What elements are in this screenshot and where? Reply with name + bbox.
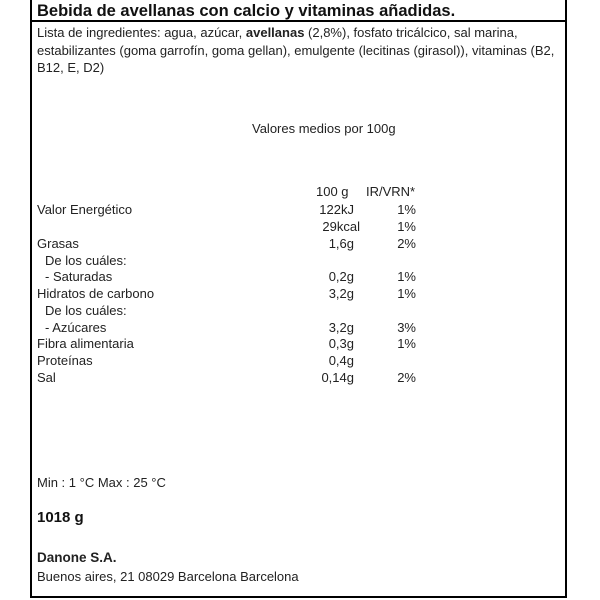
nutrition-row-value: 0,4g	[328, 353, 354, 368]
nutrition-row-label: Proteínas	[37, 353, 93, 368]
nutrition-row-value: 3,2g	[328, 286, 354, 301]
nutrition-row-label: Fibra alimentaria	[37, 336, 134, 351]
ingredients-highlight: avellanas	[245, 25, 305, 40]
nutrition-row-ir: 3%	[397, 320, 416, 335]
nutrition-row-ir: 1%	[397, 286, 416, 301]
nutrition-row-ir: 1%	[397, 269, 416, 284]
column-header-ir-vrn: IR/VRN*	[366, 184, 416, 199]
nutrition-row-label: Sal	[37, 370, 56, 385]
nutrition-row-ir: 1%	[397, 202, 416, 217]
ingredients-prefix: Lista de ingredientes: agua, azúcar,	[37, 25, 246, 40]
product-title: Bebida de avellanas con calcio y vitaminas añadidas.	[37, 2, 456, 20]
nutrition-row-value: 0,2g	[328, 269, 354, 284]
nutrition-row-label: - Saturadas	[45, 269, 113, 284]
nutrition-row-value: 122kJ	[319, 202, 354, 217]
nutrition-row-value: 1,6g	[328, 236, 354, 251]
nutrition-row-value: 0,14g	[321, 370, 354, 385]
column-header-100g: 100 g	[316, 184, 349, 199]
nutrition-row-value: 0,3g	[328, 336, 354, 351]
nutrition-row-label: Hidratos de carbono	[37, 286, 155, 301]
company-name: Danone S.A.	[37, 550, 117, 565]
nutrition-row-ir: 2%	[397, 236, 416, 251]
nutrition-row-label: De los cuáles:	[45, 303, 127, 318]
ingredients-suffix: (2,8%), fosfato tricálcico, sal marina, estabilizantes (goma garrofín, goma gellan), emulgente (lecitinas (girasol)), vitaminas (B2, B12, E, D2)	[37, 25, 555, 75]
nutrition-row-ir: 2%	[397, 370, 416, 385]
storage-temperature: Min : 1 °C Max : 25 °C	[37, 475, 166, 490]
nutrition-subtitle: Valores medios por 100g	[252, 121, 396, 136]
nutrition-row-label: - Azúcares	[45, 320, 107, 335]
nutrition-row-ir: 1%	[397, 219, 416, 234]
title-divider	[30, 20, 567, 22]
company-address: Buenos aires, 21 08029 Barcelona Barcelona	[37, 569, 299, 584]
net-weight: 1018 g	[37, 509, 84, 526]
nutrition-row-label: Grasas	[37, 236, 79, 251]
nutrition-row-label: De los cuáles:	[45, 253, 127, 268]
nutrition-row-label: Valor Energético	[37, 202, 133, 217]
nutrition-row-ir: 1%	[397, 336, 416, 351]
ingredients-list	[37, 24, 563, 77]
nutrition-row-value: 29kcal	[322, 219, 360, 234]
nutrition-row-value: 3,2g	[328, 320, 354, 335]
